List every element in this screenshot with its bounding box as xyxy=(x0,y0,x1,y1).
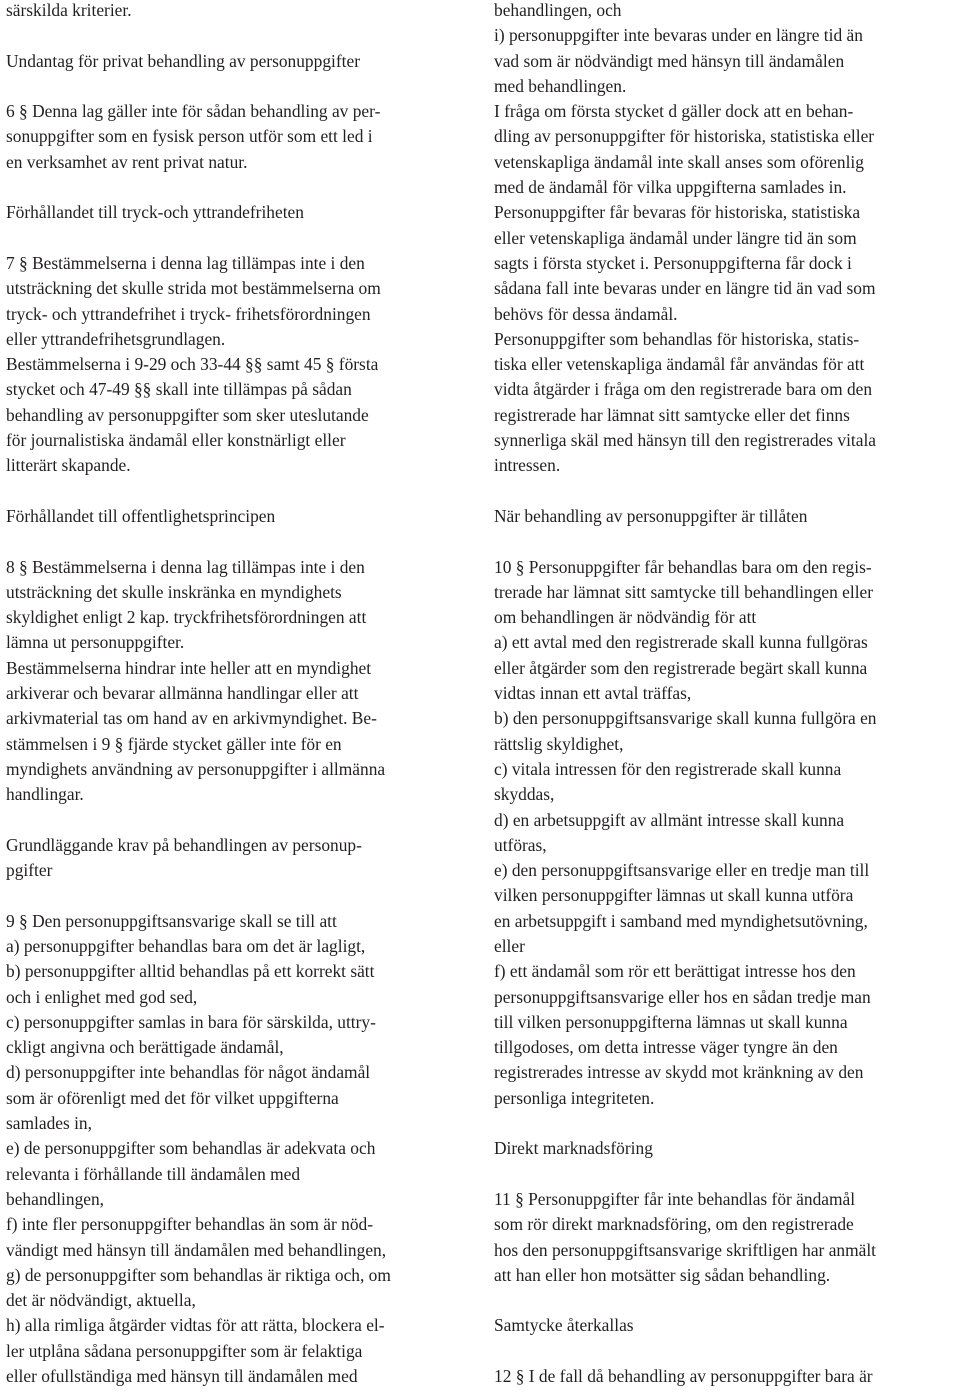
left-column-line: h) alla rimliga åtgärder vidtas för att rätta, blockera el- xyxy=(6,1315,385,1336)
right-column-line: sådana fall inte bevaras under en längre tid än vad som xyxy=(494,278,876,299)
left-column-line: eller yttrandefrihetsgrundlagen. xyxy=(6,328,226,349)
left-column-line: handlingar. xyxy=(6,784,84,805)
right-column-line: c) vitala intressen för den registrerade skall kunna xyxy=(494,758,842,779)
left-column-line: Förhållandet till offentlighetsprincipen xyxy=(6,505,276,526)
right-column-line: om behandlingen är nödvändig för att xyxy=(494,607,757,628)
left-column-line: myndighets användning av personuppgifter i allmänna xyxy=(6,758,386,779)
right-column-line: synnerliga skäl med hänsyn till den registrerades vitala xyxy=(494,430,876,451)
right-column-line: b) den personuppgiftsansvarige skall kunna fullgöra en xyxy=(494,708,877,729)
right-column-line: Personuppgifter får bevaras för historiska, statistiska xyxy=(494,202,861,223)
left-column-line: särskilda kriterier. xyxy=(6,0,132,20)
right-column-line: en arbetsuppgift i samband med myndighetsutövning, xyxy=(494,910,868,931)
left-column-line: d) personuppgifter inte behandlas för något ändamål xyxy=(6,1062,371,1083)
right-column-line: vidta åtgärder i fråga om den registrerade bara om den xyxy=(494,379,873,400)
left-column-line: vändigt med hänsyn till ändamålen med behandlingen, xyxy=(6,1239,387,1260)
right-column-line: registrerade har lämnat sitt samtycke eller det finns xyxy=(494,404,850,425)
left-column-line: som är oförenligt med det för vilket uppgifterna xyxy=(6,1087,339,1108)
right-column-line: När behandling av personuppgifter är tillåten xyxy=(494,505,808,526)
right-column-line: utföras, xyxy=(494,834,547,855)
left-column-line: c) personuppgifter samlas in bara för särskilda, uttry- xyxy=(6,1011,376,1032)
right-column-line: tiska eller vetenskapliga ändamål får användas för att xyxy=(494,354,865,375)
right-column-line: I fråga om första stycket d gäller dock att en behan- xyxy=(494,101,854,122)
right-column-line: med behandlingen. xyxy=(494,75,627,96)
right-column-line: som rör direkt marknadsföring, om den registrerade xyxy=(494,1214,854,1235)
left-column-line: skyldighet enligt 2 kap. tryckfrihetsförordningen att xyxy=(6,607,367,628)
left-column-line: g) de personuppgifter som behandlas är riktiga och, om xyxy=(6,1264,391,1285)
left-column-line: och i enlighet med god sed, xyxy=(6,986,198,1007)
right-column-line: 12 § I de fall då behandling av personuppgifter bara är xyxy=(494,1366,873,1387)
left-column-line: Bestämmelserna i 9-29 och 33-44 §§ samt 45 § första xyxy=(6,354,379,375)
left-column-line: e) de personuppgifter som behandlas är adekvata och xyxy=(6,1138,376,1159)
right-column-line: f) ett ändamål som rör ett berättigat intresse hos den xyxy=(494,961,856,982)
left-column-line: stycket och 47-49 §§ skall inte tillämpas på sådan xyxy=(6,379,352,400)
right-column-line: e) den personuppgiftsansvarige eller en tredje man till xyxy=(494,860,870,881)
right-column-line: Personuppgifter som behandlas för historiska, statis- xyxy=(494,328,860,349)
right-column-line: intressen. xyxy=(494,455,561,476)
right-column-line: personliga integriteten. xyxy=(494,1087,655,1108)
right-column-line: i) personuppgifter inte bevaras under en längre tid än xyxy=(494,25,863,46)
left-column-line: Undantag för privat behandling av personuppgifter xyxy=(6,50,360,71)
left-column-line: relevanta i förhållande till ändamålen med xyxy=(6,1163,301,1184)
left-column-line: a) personuppgifter behandlas bara om det är lagligt, xyxy=(6,935,366,956)
right-column-line: a) ett avtal med den registrerade skall kunna fullgöras xyxy=(494,632,868,653)
left-column-line: pgifter xyxy=(6,860,53,881)
left-column-line: utsträckning det skulle inskränka en myndighets xyxy=(6,581,342,602)
right-column-line: dling av personuppgifter för historiska, statistiska eller xyxy=(494,126,875,147)
left-column-line: arkiverar och bevarar allmänna handlingar eller att xyxy=(6,683,359,704)
right-column-line: hos den personuppgiftsansvarige skriftligen har anmält xyxy=(494,1239,877,1260)
right-column-line: eller vetenskapliga ändamål under längre tid än som xyxy=(494,227,857,248)
right-column-line: eller åtgärder som den registrerade begärt skall kunna xyxy=(494,657,868,678)
left-column-line: Förhållandet till tryck-och yttrandefriheten xyxy=(6,202,304,223)
right-column-line: vetenskapliga ändamål inte skall anses som oförenlig xyxy=(494,151,864,172)
left-column-line: 6 § Denna lag gäller inte för sådan behandling av per- xyxy=(6,101,381,122)
right-column-line: med de ändamål för vilka uppgifterna samlades in. xyxy=(494,177,847,198)
left-column-line: det är nödvändigt, aktuella, xyxy=(6,1290,196,1311)
left-column-line: Grundläggande krav på behandlingen av personup- xyxy=(6,834,362,855)
right-column-line: Samtycke återkallas xyxy=(494,1315,634,1336)
right-column-line: rättslig skyldighet, xyxy=(494,733,624,754)
right-column-line: 11 § Personuppgifter får inte behandlas för ändamål xyxy=(494,1188,856,1209)
left-column-line: sonuppgifter som en fysisk person utför som ett led i xyxy=(6,126,373,147)
left-column-line: för journalistiska ändamål eller konstnärligt eller xyxy=(6,430,346,451)
left-column-line: ler utplåna sådana personuppgifter som är felaktiga xyxy=(6,1340,363,1361)
right-column-line: vidtas innan ett avtal träffas, xyxy=(494,683,692,704)
right-column-line: registrerades intresse av skydd mot kränkning av den xyxy=(494,1062,864,1083)
left-column-line: ckligt angivna och berättigade ändamål, xyxy=(6,1037,284,1058)
left-column-line: 9 § Den personuppgiftsansvarige skall se till att xyxy=(6,910,337,931)
left-column-line: arkivmaterial tas om hand av en arkivmyndighet. Be- xyxy=(6,708,377,729)
right-column-line: sagts i första stycket i. Personuppgifterna får dock i xyxy=(494,252,852,273)
left-column-line: b) personuppgifter alltid behandlas på ett korrekt sätt xyxy=(6,961,375,982)
right-column xyxy=(494,0,956,1389)
left-column-line: stämmelsen i 9 § fjärde stycket gäller inte för en xyxy=(6,733,342,754)
right-column-line: till vilken personuppgifterna lämnas ut skall kunna xyxy=(494,1011,848,1032)
right-column-line: vilken personuppgifter lämnas ut skall kunna utföra xyxy=(494,885,854,906)
right-column-line: 10 § Personuppgifter får behandlas bara om den regis- xyxy=(494,556,872,577)
right-column-line: behövs för dessa ändamål. xyxy=(494,303,678,324)
left-column-line: 7 § Bestämmelserna i denna lag tillämpas inte i den xyxy=(6,252,365,273)
right-column-line: personuppgiftsansvarige eller hos en sådan tredje man xyxy=(494,986,871,1007)
right-column-line: vad som är nödvändigt med hänsyn till ändamålen xyxy=(494,50,845,71)
left-column-line: lämna ut personuppgifter. xyxy=(6,632,185,653)
right-column-line: trerade har lämnat sitt samtycke till behandlingen eller xyxy=(494,581,874,602)
right-column-line: Direkt marknadsföring xyxy=(494,1138,653,1159)
left-column xyxy=(6,0,476,1389)
left-column-line: samlades in, xyxy=(6,1113,92,1134)
left-column-line: litterärt skapande. xyxy=(6,455,131,476)
left-column-line: behandlingen, xyxy=(6,1188,105,1209)
right-column-line: d) en arbetsuppgift av allmänt intresse skall kunna xyxy=(494,809,845,830)
left-column-line: en verksamhet av rent privat natur. xyxy=(6,151,248,172)
right-column-line: eller xyxy=(494,935,525,956)
left-column-line: utsträckning det skulle strida mot bestämmelserna om xyxy=(6,278,381,299)
left-column-line: eller ofullständiga med hänsyn till ändamålen med xyxy=(6,1366,358,1387)
right-column-line: behandlingen, och xyxy=(494,0,622,20)
left-column-line: f) inte fler personuppgifter behandlas än som är nöd- xyxy=(6,1214,374,1235)
left-column-line: Bestämmelserna hindrar inte heller att en myndighet xyxy=(6,657,372,678)
right-column-line: tillgodoses, om detta intresse väger tyngre än den xyxy=(494,1037,838,1058)
right-column-line: att han eller hon motsätter sig sådan behandling. xyxy=(494,1264,831,1285)
left-column-line: 8 § Bestämmelserna i denna lag tillämpas inte i den xyxy=(6,556,365,577)
right-column-line: skyddas, xyxy=(494,784,555,805)
left-column-line: tryck- och yttrandefrihet i tryck- frihetsförordningen xyxy=(6,303,371,324)
left-column-line: behandling av personuppgifter som sker uteslutande xyxy=(6,404,369,425)
